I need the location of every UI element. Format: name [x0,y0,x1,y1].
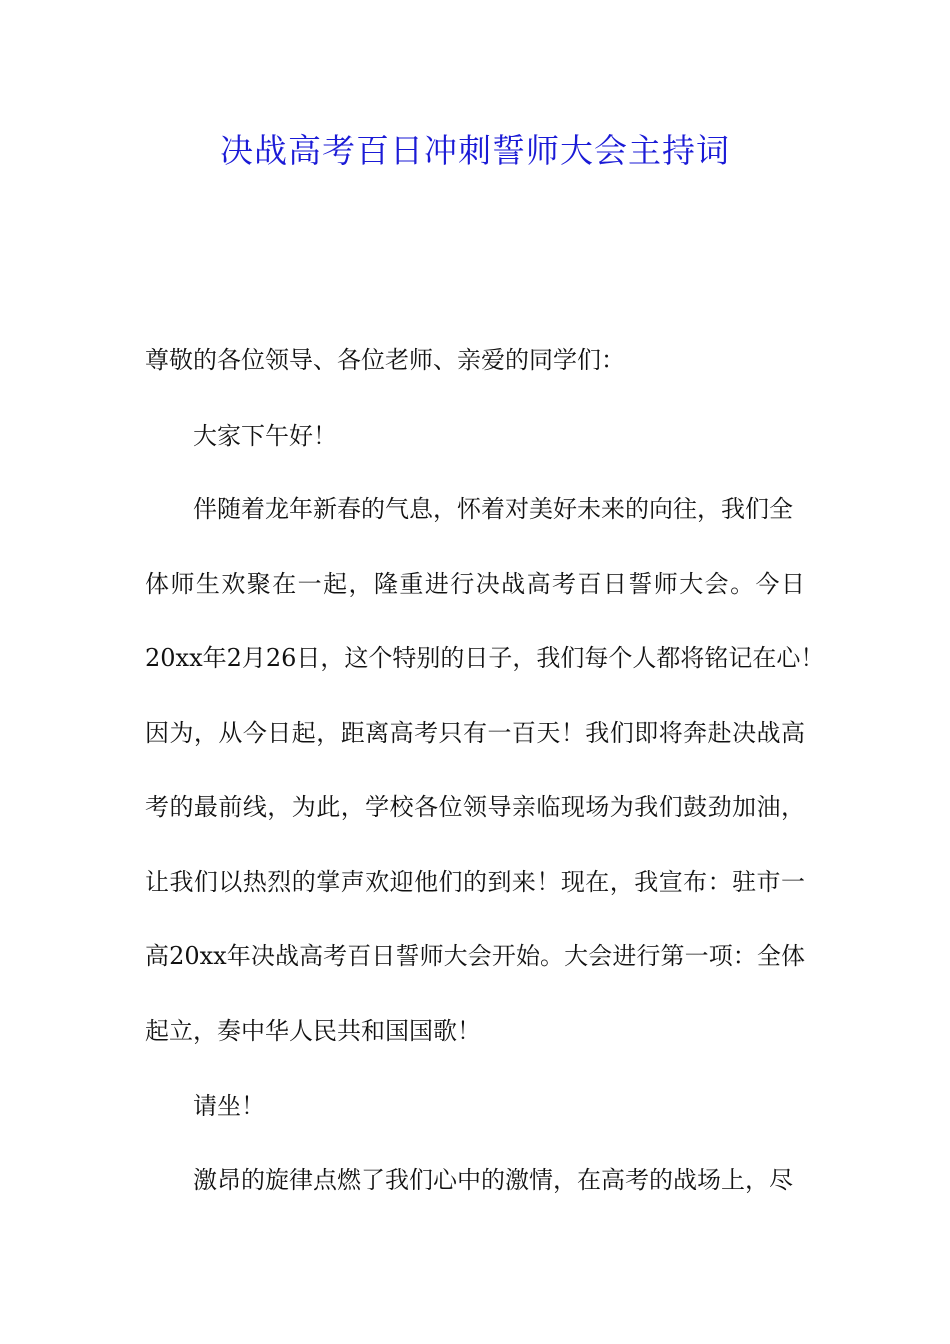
paragraph-line: 请坐！ [193,1092,265,1120]
paragraph-line: 激昂的旋律点燃了我们心中的激情，在高考的战场上，尽 [193,1166,793,1194]
greeting-line: 大家下午好！ [193,422,337,450]
paragraph-line: 因为，从今日起，距离高考只有一百天！我们即将奔赴决战高 [145,719,805,747]
paragraph-line: 让我们以热烈的掌声欢迎他们的到来！现在，我宣布：驻市一 [145,868,805,896]
paragraph-line: 伴随着龙年新春的气息，怀着对美好未来的向往，我们全 [193,495,793,523]
document-title: 决战高考百日冲刺誓师大会主持词 [220,131,730,170]
paragraph-line: 体师生欢聚在一起，隆重进行决战高考百日誓师大会。今日 [145,570,805,598]
paragraph-line: 20xx年2月26日，这个特别的日子，我们每个人都将铭记在心！ [145,644,825,672]
paragraph-line: 考的最前线，为此，学校各位领导亲临现场为我们鼓劲加油， [145,793,805,821]
salutation-line: 尊敬的各位领导、各位老师、亲爱的同学们： [145,346,625,374]
paragraph-line: 高20xx年决战高考百日誓师大会开始。大会进行第一项：全体 [145,942,805,970]
paragraph-line: 起立，奏中华人民共和国国歌！ [145,1017,481,1045]
